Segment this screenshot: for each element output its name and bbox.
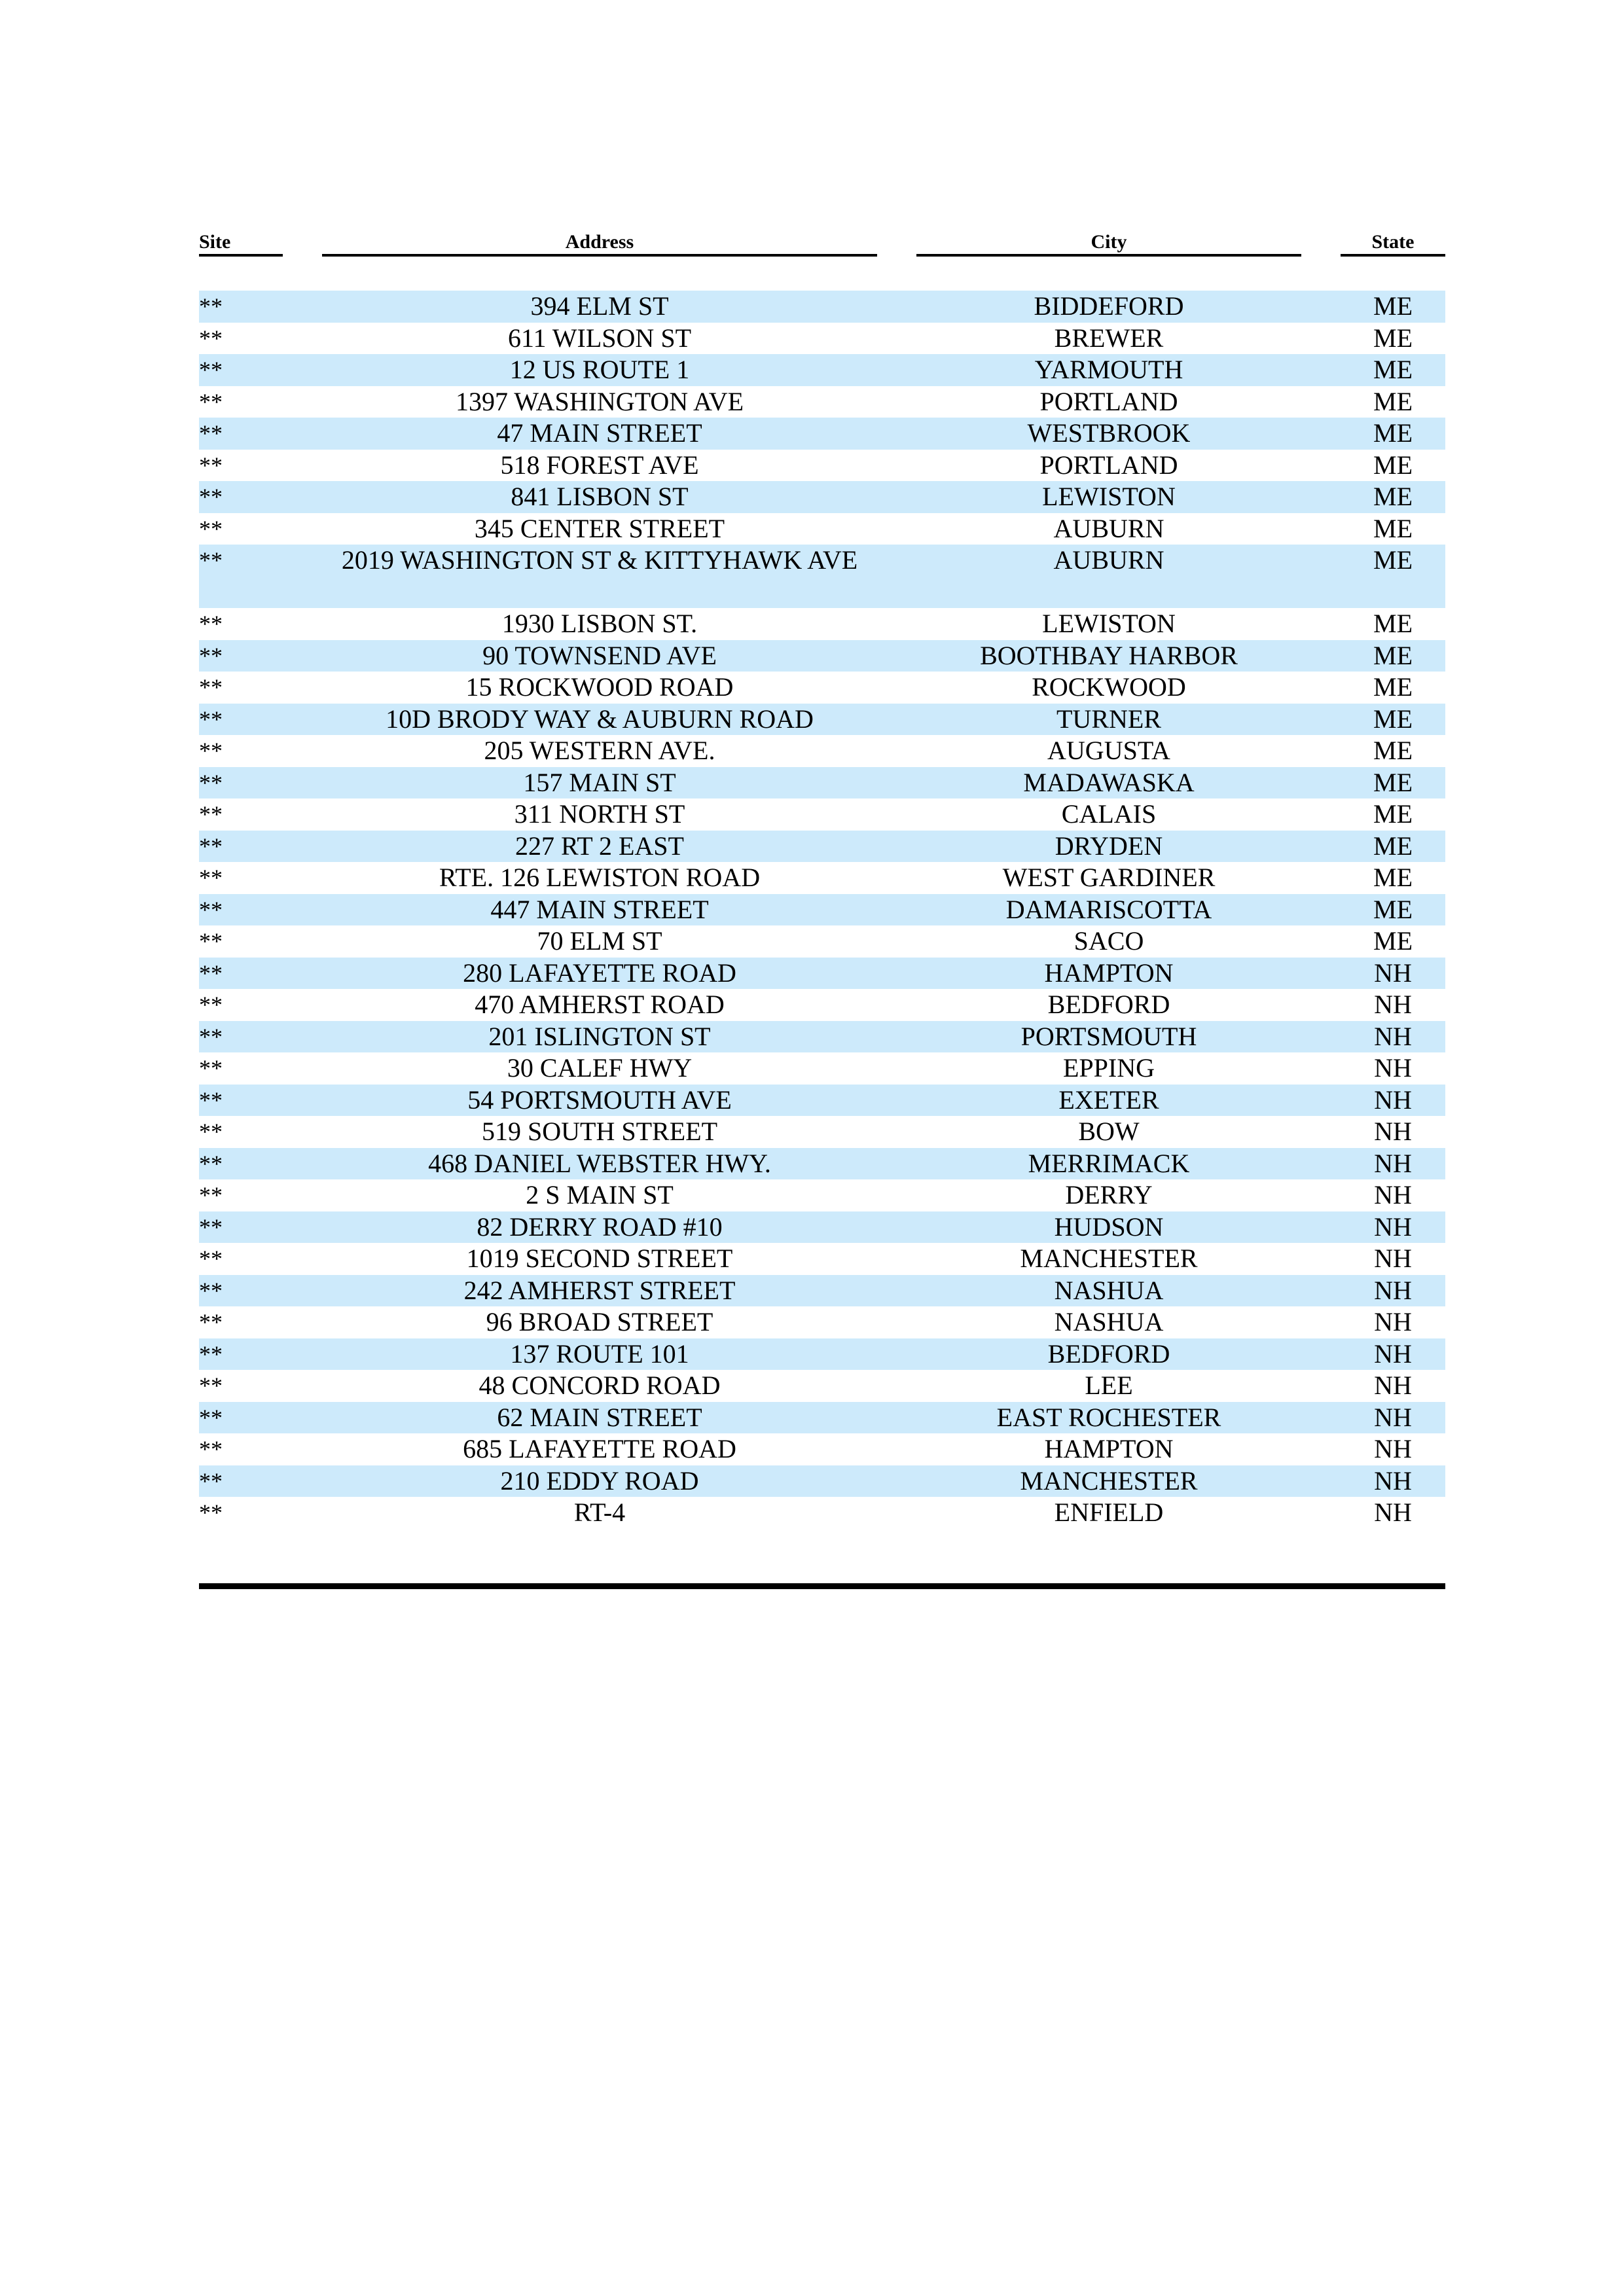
city-cell: NASHUA bbox=[1054, 1307, 1164, 1336]
table-row bbox=[199, 958, 1445, 990]
state-cell: ME bbox=[1373, 418, 1413, 448]
site-cell: ** bbox=[199, 865, 223, 891]
column-header-city: City bbox=[916, 230, 1301, 257]
site-cell: ** bbox=[199, 1499, 223, 1526]
state-cell: NH bbox=[1374, 1465, 1412, 1496]
table-row bbox=[199, 925, 1445, 958]
city-cell: BREWER bbox=[1054, 323, 1164, 353]
site-cell: ** bbox=[199, 833, 223, 859]
table-row bbox=[199, 1497, 1445, 1529]
city-cell: AUGUSTA bbox=[1047, 736, 1170, 765]
state-cell: ME bbox=[1373, 545, 1413, 575]
address-cell: 518 FOREST AVE bbox=[500, 450, 699, 480]
address-cell: 201 ISLINGTON ST bbox=[488, 1021, 711, 1051]
city-cell: BIDDEFORD bbox=[1034, 291, 1184, 321]
site-cell: ** bbox=[199, 674, 223, 700]
table-row bbox=[199, 735, 1445, 767]
table-row bbox=[199, 1370, 1445, 1402]
site-cell: ** bbox=[199, 960, 223, 986]
address-cell: 96 BROAD STREET bbox=[486, 1307, 713, 1336]
state-cell: ME bbox=[1373, 799, 1413, 829]
site-cell: ** bbox=[199, 611, 223, 637]
state-cell: NH bbox=[1374, 990, 1412, 1019]
address-cell: 470 AMHERST ROAD bbox=[475, 990, 725, 1019]
site-cell: ** bbox=[199, 452, 223, 478]
address-cell: 468 DANIEL WEBSTER HWY. bbox=[428, 1148, 771, 1178]
site-cell: ** bbox=[199, 1309, 223, 1335]
site-cell: ** bbox=[199, 547, 223, 573]
table-row bbox=[199, 640, 1445, 672]
state-cell: ME bbox=[1373, 926, 1413, 956]
site-cell: ** bbox=[199, 1246, 223, 1272]
table-row bbox=[199, 989, 1445, 1021]
site-cell: ** bbox=[199, 1023, 223, 1050]
state-cell: ME bbox=[1373, 767, 1413, 797]
site-cell: ** bbox=[199, 706, 223, 732]
city-cell: WEST GARDINER bbox=[1002, 863, 1216, 892]
address-cell: 227 RT 2 EAST bbox=[515, 831, 684, 861]
state-cell: NH bbox=[1374, 1402, 1412, 1432]
table-row bbox=[199, 323, 1445, 355]
state-cell: ME bbox=[1373, 609, 1413, 638]
site-cell: ** bbox=[199, 992, 223, 1018]
address-cell: 62 MAIN STREET bbox=[497, 1402, 702, 1432]
site-cell: ** bbox=[199, 1436, 223, 1462]
state-cell: ME bbox=[1373, 450, 1413, 480]
state-cell: ME bbox=[1373, 386, 1413, 416]
table-row bbox=[199, 481, 1445, 513]
site-cell: ** bbox=[199, 293, 223, 319]
address-cell: 54 PORTSMOUTH AVE bbox=[467, 1085, 732, 1115]
site-cell: ** bbox=[199, 769, 223, 796]
table-row bbox=[199, 1275, 1445, 1307]
table-row bbox=[199, 1179, 1445, 1211]
table-body bbox=[199, 291, 1445, 1529]
table-row bbox=[199, 291, 1445, 323]
address-cell: 137 ROUTE 101 bbox=[510, 1338, 689, 1369]
table-row bbox=[199, 894, 1445, 926]
state-cell: NH bbox=[1374, 1211, 1412, 1242]
address-cell: 1930 LISBON ST. bbox=[501, 609, 698, 638]
city-cell: HAMPTON bbox=[1044, 1434, 1174, 1463]
city-cell: MANCHESTER bbox=[1020, 1465, 1198, 1496]
address-cell: 47 MAIN STREET bbox=[497, 418, 702, 448]
state-cell: NH bbox=[1374, 1498, 1412, 1527]
table-row bbox=[199, 1211, 1445, 1244]
city-cell: SACO bbox=[1074, 926, 1144, 956]
address-cell: RTE. 126 LEWISTON ROAD bbox=[439, 863, 761, 892]
site-cell: ** bbox=[199, 1340, 223, 1367]
address-cell: 70 ELM ST bbox=[537, 926, 662, 956]
city-cell: NASHUA bbox=[1054, 1275, 1164, 1305]
city-cell: YARMOUTH bbox=[1034, 355, 1183, 384]
address-cell: 82 DERRY ROAD #10 bbox=[477, 1211, 723, 1242]
state-cell: ME bbox=[1373, 704, 1413, 734]
city-cell: BEDFORD bbox=[1047, 1338, 1170, 1369]
address-cell: 2 S MAIN ST bbox=[526, 1180, 674, 1210]
table-row bbox=[199, 798, 1445, 831]
city-cell: ENFIELD bbox=[1054, 1498, 1164, 1527]
table-row bbox=[199, 545, 1445, 608]
address-cell: 841 LISBON ST bbox=[511, 482, 689, 511]
state-cell: NH bbox=[1374, 1053, 1412, 1083]
site-cell: ** bbox=[199, 1119, 223, 1145]
city-cell: EXETER bbox=[1058, 1085, 1159, 1115]
table-bottom-rule bbox=[199, 1583, 1445, 1589]
state-cell: ME bbox=[1373, 291, 1413, 321]
table-row bbox=[199, 1021, 1445, 1053]
city-cell: PORTSMOUTH bbox=[1020, 1021, 1197, 1051]
address-cell: 242 AMHERST STREET bbox=[463, 1275, 736, 1305]
state-cell: NH bbox=[1374, 1148, 1412, 1178]
table-row bbox=[199, 1085, 1445, 1117]
state-cell: NH bbox=[1374, 1338, 1412, 1369]
site-cell: ** bbox=[199, 420, 223, 446]
city-cell: BEDFORD bbox=[1047, 990, 1170, 1019]
state-cell: ME bbox=[1373, 640, 1413, 670]
site-cell: ** bbox=[199, 1150, 223, 1177]
city-cell: ROCKWOOD bbox=[1032, 672, 1186, 702]
address-cell: 394 ELM ST bbox=[530, 291, 669, 321]
state-cell: ME bbox=[1373, 482, 1413, 511]
state-cell: NH bbox=[1374, 1180, 1412, 1210]
table-row bbox=[199, 1465, 1445, 1498]
state-cell: ME bbox=[1373, 894, 1413, 924]
table-row bbox=[199, 608, 1445, 640]
city-cell: AUBURN bbox=[1053, 513, 1164, 543]
table-row bbox=[199, 704, 1445, 736]
table-row bbox=[199, 672, 1445, 704]
address-cell: 280 LAFAYETTE ROAD bbox=[463, 958, 736, 988]
city-cell: MANCHESTER bbox=[1020, 1244, 1198, 1273]
column-header-state: State bbox=[1341, 230, 1445, 257]
address-cell: 210 EDDY ROAD bbox=[500, 1465, 699, 1496]
site-cell: ** bbox=[199, 1404, 223, 1431]
state-cell: ME bbox=[1373, 736, 1413, 765]
city-cell: MADAWASKA bbox=[1023, 767, 1195, 797]
site-cell: ** bbox=[199, 801, 223, 827]
state-cell: NH bbox=[1374, 1085, 1412, 1115]
table-row bbox=[199, 767, 1445, 799]
column-header-site: Site bbox=[199, 230, 283, 257]
site-cell: ** bbox=[199, 1055, 223, 1081]
address-cell: 447 MAIN STREET bbox=[490, 894, 709, 924]
address-cell: 1397 WASHINGTON AVE bbox=[455, 386, 744, 416]
address-cell: 611 WILSON ST bbox=[508, 323, 691, 353]
address-cell: 1019 SECOND STREET bbox=[466, 1244, 733, 1273]
site-cell: ** bbox=[199, 325, 223, 351]
table-row bbox=[199, 1148, 1445, 1180]
city-cell: BOOTHBAY HARBOR bbox=[980, 640, 1238, 670]
site-cell: ** bbox=[199, 1086, 223, 1113]
state-cell: ME bbox=[1373, 672, 1413, 702]
city-cell: MERRIMACK bbox=[1028, 1148, 1190, 1178]
table-row bbox=[199, 1243, 1445, 1275]
address-cell: 10D BRODY WAY & AUBURN ROAD bbox=[386, 704, 814, 734]
city-cell: LEWISTON bbox=[1042, 482, 1176, 511]
site-cell: ** bbox=[199, 738, 223, 764]
site-cell: ** bbox=[199, 1182, 223, 1208]
site-cell: ** bbox=[199, 896, 223, 923]
site-cell: ** bbox=[199, 1213, 223, 1240]
table-row bbox=[199, 1116, 1445, 1148]
site-cell: ** bbox=[199, 928, 223, 954]
address-cell: 15 ROCKWOOD ROAD bbox=[465, 672, 734, 702]
address-cell: RT-4 bbox=[573, 1498, 626, 1527]
city-cell: LEE bbox=[1085, 1371, 1133, 1400]
site-cell: ** bbox=[199, 484, 223, 510]
city-cell: DAMARISCOTTA bbox=[1005, 894, 1212, 924]
city-cell: BOW bbox=[1078, 1117, 1140, 1146]
address-cell: 30 CALEF HWY bbox=[507, 1053, 693, 1083]
state-cell: NH bbox=[1374, 1244, 1412, 1273]
city-cell: TURNER bbox=[1056, 704, 1161, 734]
column-header-address: Address bbox=[322, 230, 877, 257]
table-row bbox=[199, 862, 1445, 894]
address-cell: 48 CONCORD ROAD bbox=[478, 1371, 721, 1400]
table-row bbox=[199, 386, 1445, 418]
table-row bbox=[199, 1052, 1445, 1085]
state-cell: NH bbox=[1374, 958, 1412, 988]
city-cell: DERRY bbox=[1065, 1180, 1153, 1210]
address-cell: 205 WESTERN AVE. bbox=[484, 736, 715, 765]
site-cell: ** bbox=[199, 357, 223, 383]
table-row bbox=[199, 513, 1445, 545]
address-cell: 2019 WASHINGTON ST & KITTYHAWK AVE bbox=[341, 545, 858, 575]
state-cell: ME bbox=[1373, 513, 1413, 543]
site-cell: ** bbox=[199, 1372, 223, 1399]
table-row bbox=[199, 450, 1445, 482]
state-cell: ME bbox=[1373, 355, 1413, 384]
city-cell: HAMPTON bbox=[1044, 958, 1174, 988]
city-cell: EAST ROCHESTER bbox=[996, 1402, 1221, 1432]
table-row bbox=[199, 418, 1445, 450]
city-cell: WESTBROOK bbox=[1027, 418, 1191, 448]
site-cell: ** bbox=[199, 1467, 223, 1494]
table-row bbox=[199, 354, 1445, 386]
state-cell: NH bbox=[1374, 1307, 1412, 1336]
state-cell: NH bbox=[1374, 1021, 1412, 1051]
table-row bbox=[199, 1433, 1445, 1465]
address-cell: 311 NORTH ST bbox=[514, 799, 685, 829]
table-row bbox=[199, 1402, 1445, 1434]
city-cell: PORTLAND bbox=[1039, 386, 1178, 416]
city-cell: HUDSON bbox=[1054, 1211, 1164, 1242]
address-cell: 12 US ROUTE 1 bbox=[509, 355, 690, 384]
address-cell: 685 LAFAYETTE ROAD bbox=[463, 1434, 736, 1463]
state-cell: NH bbox=[1374, 1117, 1412, 1146]
state-cell: ME bbox=[1373, 323, 1413, 353]
city-cell: LEWISTON bbox=[1042, 609, 1176, 638]
table-row bbox=[199, 1338, 1445, 1371]
address-cell: 157 MAIN ST bbox=[523, 767, 676, 797]
site-cell: ** bbox=[199, 388, 223, 415]
address-cell: 345 CENTER STREET bbox=[474, 513, 725, 543]
city-cell: PORTLAND bbox=[1039, 450, 1178, 480]
table-header bbox=[0, 230, 1624, 257]
city-cell: CALAIS bbox=[1061, 799, 1157, 829]
state-cell: ME bbox=[1373, 863, 1413, 892]
city-cell: DRYDEN bbox=[1055, 831, 1163, 861]
address-cell: 90 TOWNSEND AVE bbox=[482, 640, 717, 670]
state-cell: NH bbox=[1374, 1434, 1412, 1463]
site-cell: ** bbox=[199, 1277, 223, 1304]
city-cell: AUBURN bbox=[1053, 545, 1164, 575]
site-cell: ** bbox=[199, 515, 223, 542]
table-row bbox=[199, 1306, 1445, 1338]
state-cell: NH bbox=[1374, 1371, 1412, 1400]
city-cell: EPPING bbox=[1062, 1053, 1155, 1083]
state-cell: ME bbox=[1373, 831, 1413, 861]
state-cell: NH bbox=[1374, 1275, 1412, 1305]
address-cell: 519 SOUTH STREET bbox=[482, 1117, 717, 1146]
site-cell: ** bbox=[199, 642, 223, 669]
table-row bbox=[199, 831, 1445, 863]
